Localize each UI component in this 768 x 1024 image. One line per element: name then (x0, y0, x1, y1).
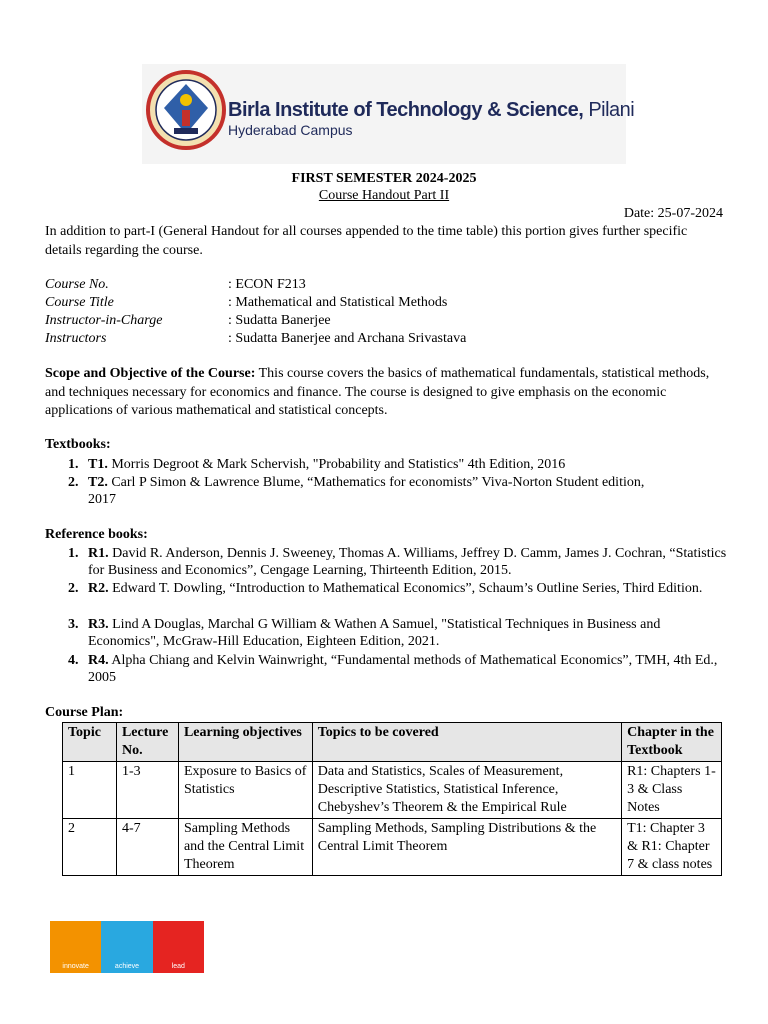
handout-title: Course Handout Part II (318, 188, 450, 203)
table-cell: Sampling Methods and the Central Limit Theorem (178, 819, 312, 876)
reference-item: 4. R4. Alpha Chiang and Kelvin Wainwright, “Fundamental methods of Mathematical Economics”, TMH, 4th Ed., 2005 (68, 653, 718, 685)
handout-date: Date: 25-07-2024 (623, 206, 723, 221)
table-cell: Sampling Methods, Sampling Distributions & the Central Limit Theorem (312, 819, 621, 876)
table-cell: 1 (63, 762, 117, 819)
table-cell: 1-3 (116, 762, 178, 819)
instructors-label: Instructors (45, 331, 107, 346)
instructor-in-charge-value: : Sudatta Banerjee (228, 313, 331, 328)
textbook-item: 2. T2. Carl P Simon & Lawrence Blume, “Mathematics for economists” Viva-Norton Student edition, 2017 (68, 475, 645, 507)
course-no-value: : ECON F213 (228, 277, 306, 292)
footer-logo-segment: achieve (101, 921, 152, 973)
textbooks-heading: Textbooks: (45, 437, 111, 452)
table-cell: Data and Statistics, Scales of Measurement, Descriptive Statistics, Statistical Inference, Chebyshev’s Theorem & the Empirical Rule (312, 762, 621, 819)
semester-title: FIRST SEMESTER 2024-2025 (291, 171, 477, 186)
table-cell: R1: Chapters 1-3 & Class Notes (622, 762, 722, 819)
reference-item: 2. R2. Edward T. Dowling, “Introduction to Mathematical Economics”, Schaum’s Outline Series, Third Edition. (68, 581, 703, 596)
column-header: Topic (63, 723, 117, 762)
bits-seal-icon (146, 70, 226, 150)
instructor-in-charge-label: Instructor-in-Charge (45, 313, 163, 328)
footer-logo-segment: lead (153, 921, 204, 973)
table-cell: 4-7 (116, 819, 178, 876)
scope-paragraph (45, 365, 730, 421)
table-row (63, 819, 722, 876)
course-title-label: Course Title (45, 295, 114, 310)
table-cell: T1: Chapter 3 & R1: Chapter 7 & class notes (622, 819, 722, 876)
intro-paragraph: In addition to part-I (General Handout for all courses appended to the time table) this portion gives further specific details regarding the course. (45, 224, 688, 258)
instructors-value: : Sudatta Banerjee and Archana Srivastava (228, 331, 467, 346)
reference-books-heading: Reference books: (45, 527, 148, 542)
textbook-item: 1. T1. Morris Degroot & Mark Schervish, "Probability and Statistics" 4th Edition, 2016 (68, 457, 566, 472)
column-header: Chapter in the Textbook (622, 723, 722, 762)
footer-logo-segment: innovate (50, 921, 101, 973)
reference-item: 1. R1. David R. Anderson, Dennis J. Sweeney, Thomas A. Williams, Jeffrey D. Camm, James J. Cochran, “Statistics for Business and Economics”, Cengage Learning, Thirteenth Edition, 2015. (68, 546, 727, 578)
table-header-row (63, 723, 722, 762)
scope-heading: Scope and Objective of the Course: (45, 366, 256, 381)
course-plan-heading: Course Plan: (45, 705, 124, 720)
table-row (63, 762, 722, 819)
table-cell: 2 (63, 819, 117, 876)
column-header: Lecture No. (116, 723, 178, 762)
course-title-value: : Mathematical and Statistical Methods (228, 295, 448, 310)
course-plan-table (62, 722, 722, 876)
table-cell: Exposure to Basics of Statistics (178, 762, 312, 819)
column-header: Topics to be covered (312, 723, 621, 762)
course-no-label: Course No. (45, 277, 109, 292)
reference-item: 3. R3. Lind A Douglas, Marchal G William & Wathen A Samuel, "Statistical Techniques in Business and Economics", McGraw-Hill Education, Eighteen Edition, 2021. (68, 617, 661, 649)
institute-name: Birla Institute of Technology & Science, Pilani (228, 99, 635, 121)
column-header: Learning objectives (178, 723, 312, 762)
campus-name: Hyderabad Campus (228, 122, 353, 138)
scope-text: This course covers the basics of mathematical fundamentals, statistical methods, and techniques necessary for economics and finance. The course is designed to give emphasis on the economic applications of various mathematical and statistical concepts. (45, 366, 710, 418)
footer-logo (50, 921, 204, 973)
